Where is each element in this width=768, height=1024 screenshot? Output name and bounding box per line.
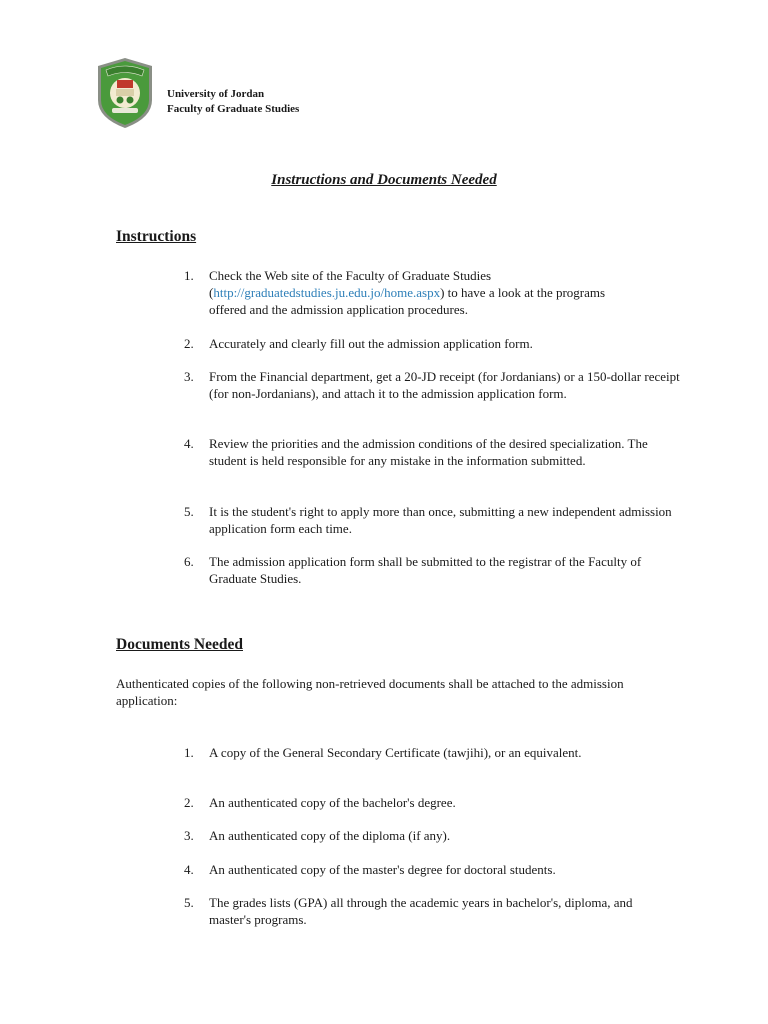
- item-number: 4.: [184, 862, 194, 877]
- item-text: A copy of the General Secondary Certificate (tawjihi), or an equivalent.: [209, 745, 582, 760]
- instructions-heading: Instructions: [116, 228, 197, 245]
- documents-intro: Authenticated copies of the following non-retrieved documents shall be attached to the admission application:: [116, 676, 624, 708]
- item-number: 5.: [184, 895, 194, 910]
- item-text: The admission application form shall be submitted to the registrar of the Faculty of Graduate Studies.: [209, 554, 642, 586]
- documents-heading: Documents Needed: [116, 636, 243, 653]
- item-number: 1.: [184, 268, 194, 283]
- item-text: It is the student's right to apply more than once, submitting a new independent admission application form each time.: [209, 504, 672, 536]
- item-text: An authenticated copy of the bachelor's degree.: [209, 795, 456, 810]
- item-number: 3.: [184, 369, 194, 384]
- item-text-after-link: ) to have a look at the programs offered and the admission application procedures.: [209, 285, 606, 317]
- institution-header: [167, 87, 299, 117]
- item-text: An authenticated copy of the master's degree for doctoral students.: [209, 862, 556, 877]
- item-text: [209, 267, 629, 318]
- item-number: 4.: [184, 436, 194, 451]
- faculty-website-link[interactable]: http://graduatedstudies.ju.edu.jo/home.aspx: [213, 285, 441, 300]
- university-crest-icon: [94, 56, 156, 130]
- item-number: 5.: [184, 504, 194, 519]
- item-number: 2.: [184, 795, 194, 810]
- item-text: An authenticated copy of the diploma (if any).: [209, 828, 451, 843]
- item-text: Accurately and clearly fill out the admission application form.: [209, 336, 533, 351]
- item-number: 3.: [184, 828, 194, 843]
- item-number: 2.: [184, 336, 194, 351]
- faculty-name: Faculty of Graduate Studies: [167, 103, 300, 115]
- page-title: Instructions and Documents Needed: [271, 172, 497, 188]
- item-number: 1.: [184, 745, 194, 760]
- university-name: University of Jordan: [167, 88, 265, 100]
- item-text: The grades lists (GPA) all through the academic years in bachelor's, diploma, and master's programs.: [209, 895, 633, 927]
- item-text: Review the priorities and the admission conditions of the desired specialization. The student is held responsible for any mistake in the information submitted.: [209, 436, 648, 468]
- item-text-before-link: Check the Web site of the Faculty of Graduate Studies (: [209, 268, 492, 300]
- item-number: 6.: [184, 554, 194, 569]
- item-text: From the Financial department, get a 20-JD receipt (for Jordanians) or a 150-dollar receipt (for non-Jordanians), and attach it to the admission application form.: [209, 369, 680, 401]
